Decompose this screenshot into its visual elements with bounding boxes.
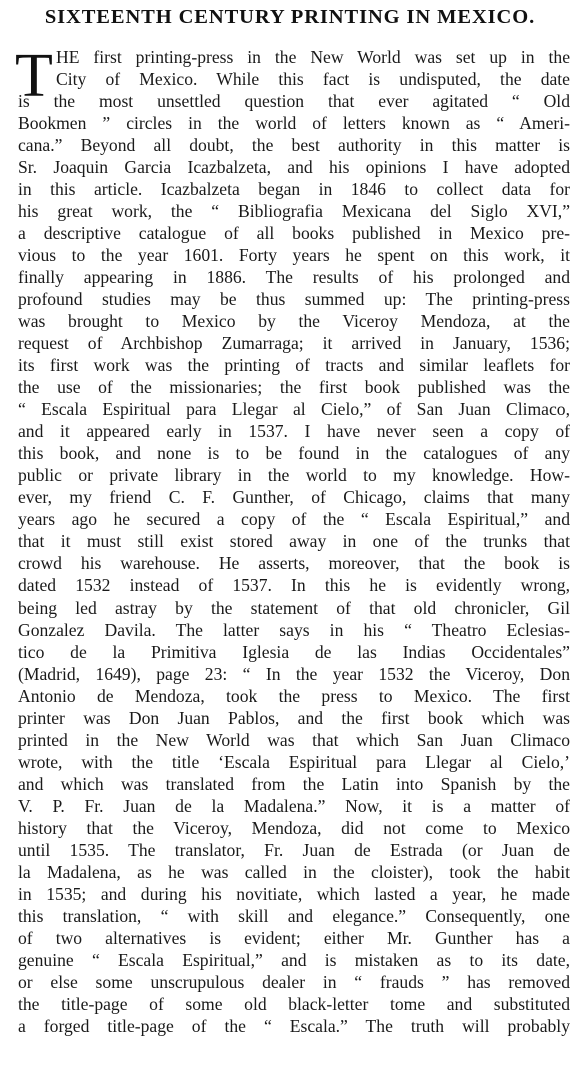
body-text-line: and it appeared early in 1537. I have never seen a copy of	[18, 421, 570, 442]
body-text-line: HE first printing-press in the New World was set up in the	[56, 47, 570, 67]
body-text-line: of two alternatives is evident; either Mr. Gunther has a	[18, 927, 570, 948]
body-text-line: la Madalena, as he was called in the cloister), took the habit	[18, 861, 570, 882]
body-text-line: a forged title-page of the “ Escala.” The truth will probably	[18, 1015, 570, 1036]
body-text-line: a descriptive catalogue of all books published in Mexico pre-	[18, 223, 570, 244]
body-text-line: until 1535. The translator, Fr. Juan de Estrada (or Juan de	[18, 839, 570, 860]
body-text-line: and which was translated from the Latin into Spanish by the	[18, 773, 570, 794]
body-text-line: Bookmen ” circles in the world of letters known as “ Ameri-	[18, 113, 570, 134]
body-text-line: was brought to Mexico by the Viceroy Mendoza, at the	[18, 311, 570, 332]
body-text-line: wrote, with the title ‘Escala Espiritual para Llegar al Cielo,’	[18, 751, 570, 772]
drop-cap-initial: T	[15, 42, 53, 110]
body-text-line: “ Escala Espiritual para Llegar al Cielo,” of San Juan Climaco,	[18, 399, 570, 420]
body-text-line: vious to the year 1601. Forty years he spent on this work, it	[18, 245, 570, 266]
body-text-line: this book, and none is to be found in the catalogues of any	[18, 443, 570, 464]
body-text-line: City of Mexico. While this fact is undisputed, the date	[56, 69, 570, 90]
body-text-line: tico de la Primitiva Iglesia de las Indias Occidentales”	[18, 641, 570, 662]
article-title: SIXTEENTH CENTURY PRINTING IN MEXICO.	[44, 6, 536, 28]
body-text-line: years ago he secured a copy of the “ Escala Espiritual,” and	[18, 509, 570, 530]
body-text-line: or else some unscrupulous dealer in “ frauds ” has removed	[18, 971, 570, 992]
body-text-line: printer was Don Juan Pablos, and the first book which was	[18, 707, 570, 728]
body-text-line: (Madrid, 1649), page 23: “ In the year 1532 the Viceroy, Don	[18, 663, 570, 684]
body-text-line: cana.” Beyond all doubt, the best authority in this matter is	[18, 135, 570, 156]
body-text-line: genuine “ Escala Espiritual,” and is mistaken as to its date,	[18, 949, 570, 970]
body-text-line: V. P. Fr. Juan de la Madalena.” Now, it is a matter of	[18, 795, 570, 816]
body-text-line: is the most unsettled question that ever agitated “ Old	[18, 91, 570, 112]
body-text-line: this translation, “ with skill and elegance.” Consequently, one	[18, 905, 570, 926]
body-text-line: Sr. Joaquin Garcia Icazbalzeta, and his opinions I have adopted	[18, 157, 570, 178]
body-text-line: history that the Viceroy, Mendoza, did not come to Mexico	[18, 817, 570, 838]
body-text-line: profound studies may be thus summed up: The printing-press	[18, 289, 570, 310]
body-text-line: in 1535; and during his novitiate, which lasted a year, he made	[18, 883, 570, 904]
body-text-line: request of Archbishop Zumarraga; it arrived in January, 1536;	[18, 333, 570, 354]
body-text-line: his great work, the “ Bibliografia Mexicana del Siglo XVI,”	[18, 201, 570, 222]
body-text-line: the title-page of some old black-letter tome and substituted	[18, 993, 570, 1014]
body-text-line: ever, my friend C. F. Gunther, of Chicago, claims that many	[18, 487, 570, 508]
body-text-line: Gonzalez Davila. The latter says in his “ Theatro Eclesias-	[18, 619, 570, 640]
body-text-line: in this article. Icazbalzeta began in 1846 to collect data for	[18, 179, 570, 200]
body-text-line: its first work was the printing of tracts and similar leaflets for	[18, 355, 570, 376]
body-text-line: dated 1532 instead of 1537. In this he is evidently wrong,	[18, 575, 570, 596]
body-text-line: public or private library in the world to my knowledge. How-	[18, 465, 570, 486]
body-text-line: being led astray by the statement of that old chronicler, Gil	[18, 597, 570, 618]
body-text-line: printed in the New World was that which San Juan Climaco	[18, 729, 570, 750]
body-text-line: crowd his warehouse. He asserts, moreover, that the book is	[18, 553, 570, 574]
body-text-line: finally appearing in 1886. The results of his prolonged and	[18, 267, 570, 288]
body-text-line: Antonio de Mendoza, took the press to Mexico. The first	[18, 685, 570, 706]
body-text-line: the use of the missionaries; the first book published was the	[18, 377, 570, 398]
body-text-line: that it must still exist stored away in one of the trunks that	[18, 531, 570, 552]
